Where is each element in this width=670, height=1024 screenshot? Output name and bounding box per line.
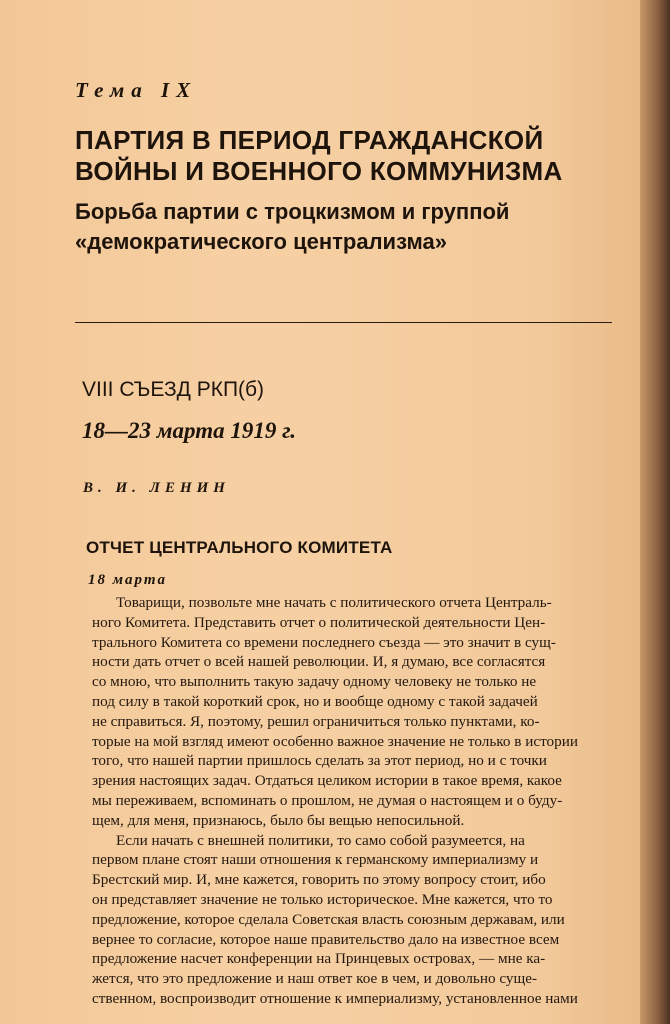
text-line: трального Комитета со времени последнего съезда — это значит в сущ-: [92, 633, 556, 651]
text-line: ности дать отчет о всей нашей революции. И, я думаю, все согласятся: [92, 653, 546, 671]
text-line: предложение, которое сделала Советская власть союзным державам, или: [92, 910, 565, 928]
page-subtitle: [75, 197, 635, 257]
divider: [75, 322, 612, 323]
subtitle-line: Борьба партии с троцкизмом и группой: [75, 199, 510, 224]
text-line: Если начать с внешней политики, то само собой разумеется, на: [116, 831, 525, 849]
author-name: В. И. ЛЕНИН: [83, 480, 230, 496]
text-line: мы переживаем, вспоминать о прошлом, не думая о настоящем и о буду-: [92, 791, 563, 809]
text-line: вернее то согласие, которое наше правительство дало на известное всем: [92, 930, 560, 948]
text-line: Товарищи, позвольте мне начать с политического отчета Централь-: [116, 594, 552, 611]
subtitle-line: «демократического централизма»: [75, 229, 447, 254]
text-line: не справиться. Я, поэтому, решил ограничиться только пунктами, ко-: [92, 712, 540, 730]
text-line: Брестский мир. И, мне кажется, говорить по этому вопросу стоит, ибо: [92, 871, 546, 889]
page-title: [75, 125, 620, 187]
text-line: ственном, воспроизводит отношение к империализму, установленное нами: [92, 989, 578, 1007]
report-title: ОТЧЕТ ЦЕНТРАЛЬНОГО КОМИТЕТА: [86, 538, 393, 557]
text-line: под силу в такой короткий срок, но и вообще одному с такой задачей: [92, 692, 538, 710]
text-line: со мною, что выполнить такую задачу одному человеку не только не: [92, 673, 537, 691]
text-line: ного Комитета. Представить отчет о политической деятельности Цен-: [92, 613, 546, 631]
theme-heading: Тема IX: [75, 78, 198, 102]
text-line: он представляет значение не только историческое. Мне кажется, что то: [92, 890, 553, 908]
text-line: предложение насчет конференции на Принцевых островах, — мне ка-: [92, 950, 546, 968]
title-line: ПАРТИЯ В ПЕРИОД ГРАЖДАНСКОЙ: [75, 125, 544, 155]
text-line: торые на мой взгляд имеют особенно важное значение не только в истории: [92, 732, 578, 750]
report-date: 18 марта: [88, 572, 167, 588]
congress-heading: VIII СЪЕЗД РКП(б): [82, 378, 265, 401]
book-edge: [640, 0, 670, 1024]
congress-dates: 18—23 марта 1919 г.: [82, 418, 297, 443]
text-line: первом плане стоят наши отношения к германскому империализму и: [92, 851, 539, 869]
text-line: зрения настоящих задач. Отдаться целиком истории в такое время, какое: [92, 772, 562, 790]
title-line: ВОЙНЫ И ВОЕННОГО КОММУНИЗМА: [75, 156, 563, 186]
text-line: жется, что это предложение и наш ответ кое в чем, и довольно суще-: [92, 970, 538, 988]
text-line: щем, для меня, признаюсь, было бы вещью непосильной.: [92, 811, 465, 829]
body-text: [92, 593, 637, 1009]
text-line: того, что нашей партии пришлось сделать за этот период, но и с точки: [92, 752, 547, 770]
